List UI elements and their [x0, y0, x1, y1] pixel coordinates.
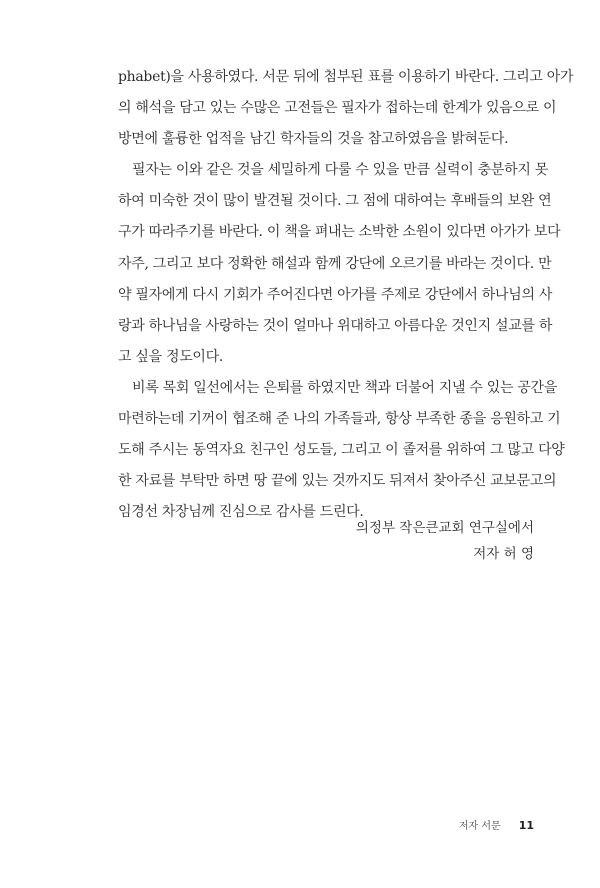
page-number: 11: [518, 819, 534, 832]
text-line: 방면에 훌륭한 업적을 남긴 학자들의 것을 참고하였음을 밝혀둔다.: [118, 131, 509, 148]
text-line: 의 해석을 담고 있는 수많은 고전들은 필자가 접하는데 한계가 있음으로 이: [118, 100, 557, 117]
body-text: [118, 62, 574, 528]
text-line: 랑과 하나님을 사랑하는 것이 얼마나 위대하고 아름다운 것인지 설교를 하: [118, 317, 553, 334]
text-line: phabet)을 사용하였다. 서문 뒤에 첨부된 표를 이용하기 바란다. 그리고 아가: [118, 69, 574, 85]
text-line: 한 자료를 부탁만 하면 땅 끝에 있는 것까지도 뒤져서 찾아주신 교보문고의: [118, 473, 557, 490]
text-line: 도해 주시는 동역자요 친구인 성도들, 그리고 이 졸저를 위하여 그 많고 다양: [118, 442, 565, 459]
text-line: 구가 따라주기를 바란다. 이 책을 펴내는 소박한 소원이 있다면 아가가 보다: [118, 224, 561, 241]
text-line: 약 필자에게 다시 기회가 주어진다면 아가를 주제로 강단에서 하나님의 사: [118, 286, 553, 303]
signature-author: 저자 허 영: [473, 546, 534, 562]
text-line: 고 싶을 정도이다.: [118, 348, 224, 365]
text-line: 비록 목회 일선에서는 은퇴를 하였지만 책과 더불어 지낼 수 있는 공간을: [132, 379, 557, 396]
page-footer: [459, 817, 534, 832]
signature-block: [356, 515, 534, 567]
text-line: 마련하는데 기꺼이 협조해 준 나의 가족들과, 항상 부족한 종을 응원하고 기: [118, 411, 561, 428]
text-line: 하여 미숙한 것이 많이 발견될 것이다. 그 점에 대하여는 후배들의 보완 연: [118, 193, 552, 210]
running-footer-section: 저자 서문: [458, 821, 501, 832]
signature-place: 의정부 작은큰교회 연구실에서: [355, 520, 534, 536]
text-line: 자주, 그리고 보다 정확한 해설과 함께 강단에 오르기를 바라는 것이다. 만: [118, 255, 552, 272]
text-line: 필자는 이와 같은 것을 세밀하게 다룰 수 있을 만큼 실력이 충분하지 못: [132, 162, 548, 179]
text-line: 임경선 차장님께 진심으로 감사를 드린다.: [118, 504, 364, 521]
